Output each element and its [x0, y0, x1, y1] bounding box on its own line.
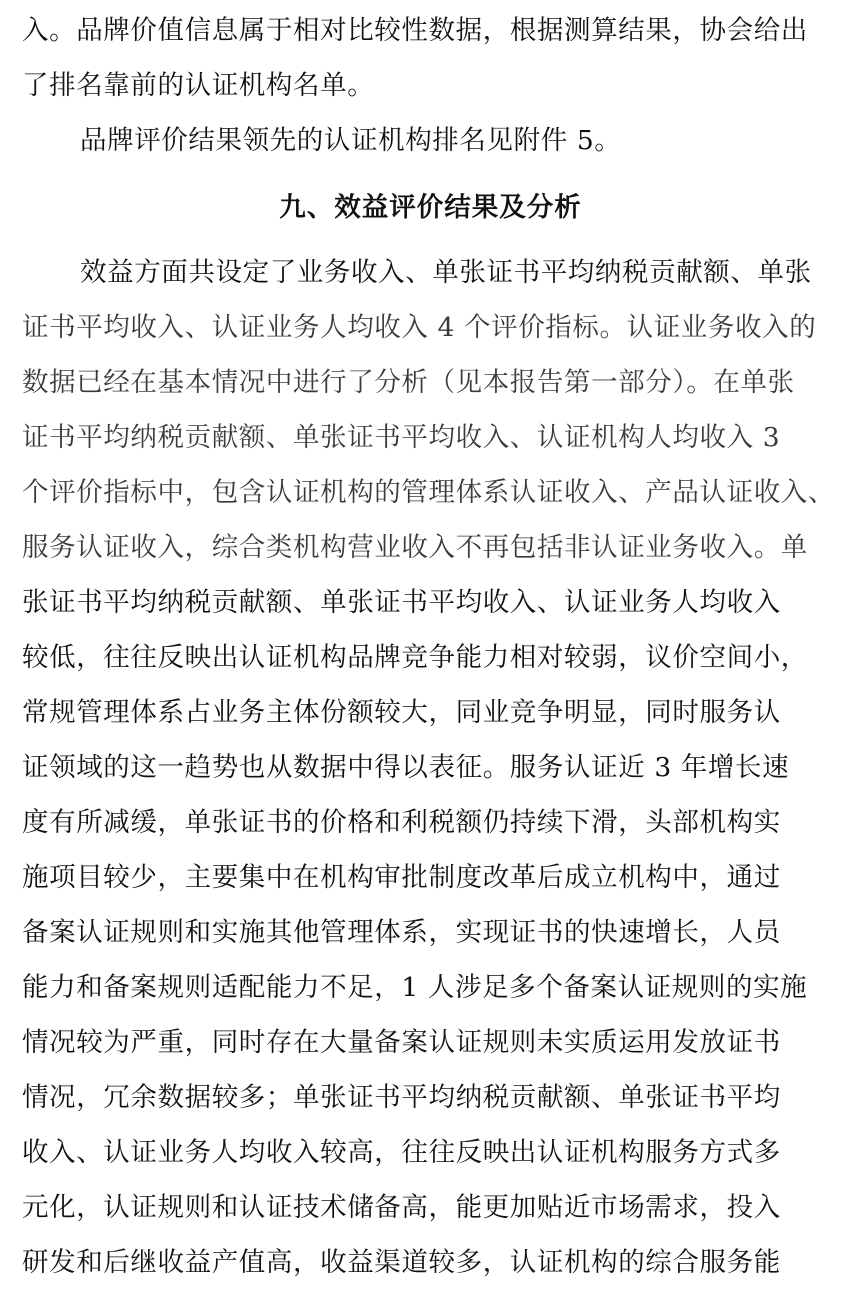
paragraph-line: 证书平均纳税贡献额、单张证书平均收入、认证机构人均收入 3	[22, 422, 781, 453]
intro-line-1: 入。品牌价值信息属于相对比较性数据，根据测算结果，协会给出	[22, 15, 808, 46]
paragraph-line: 情况，冗余数据较多；单张证书平均纳税贡献额、单张证书平均	[22, 1082, 781, 1113]
paragraph-line: 能力和备案规则适配能力不足，1 人涉足多个备案认证规则的实施	[22, 972, 808, 1003]
paragraph-line: 度有所减缓，单张证书的价格和利税额仍持续下滑，头部机构实	[22, 807, 781, 838]
paragraph-line: 数据已经在基本情况中进行了分析（见本报告第一部分）。在单张	[22, 367, 795, 398]
paragraph-line: 个评价指标中，包含认证机构的管理体系认证收入、产品认证收入、	[22, 477, 835, 508]
paragraph-line: 效益方面共设定了业务收入、单张证书平均纳税贡献额、单张	[80, 257, 812, 288]
section-heading: 九、效益评价结果及分析	[279, 192, 582, 223]
paragraph-line: 元化，认证规则和认证技术储备高，能更加贴近市场需求，投入	[22, 1192, 781, 1223]
paragraph-line: 证书平均收入、认证业务人均收入 4 个评价指标。认证业务收入的	[22, 312, 817, 343]
paragraph-line: 备案认证规则和实施其他管理体系，实现证书的快速增长，人员	[22, 917, 781, 948]
ranking-note: 品牌评价结果领先的认证机构排名见附件 5。	[80, 125, 622, 156]
paragraph-line: 情况较为严重，同时存在大量备案认证规则未实质运用发放证书	[22, 1027, 781, 1058]
paragraph-line: 较低，往往反映出认证机构品牌竞争能力相对较弱，议价空间小，	[22, 642, 808, 673]
paragraph-line: 张证书平均纳税贡献额、单张证书平均收入、认证业务人均收入	[22, 587, 781, 618]
paragraph-line: 常规管理体系占业务主体份额较大，同业竞争明显，同时服务认	[22, 697, 781, 728]
paragraph-line: 施项目较少，主要集中在机构审批制度改革后成立机构中，通过	[22, 862, 781, 893]
intro-line-2: 了排名靠前的认证机构名单。	[22, 70, 375, 101]
paragraph-line: 证领域的这一趋势也从数据中得以表征。服务认证近 3 年增长速	[22, 752, 790, 783]
paragraph-line: 收入、认证业务人均收入较高，往往反映出认证机构服务方式多	[22, 1137, 781, 1168]
paragraph-line: 研发和后继收益产值高，收益渠道较多，认证机构的综合服务能	[22, 1247, 781, 1278]
paragraph-line: 服务认证收入，综合类机构营业收入不再包括非认证业务收入。单	[22, 532, 808, 563]
